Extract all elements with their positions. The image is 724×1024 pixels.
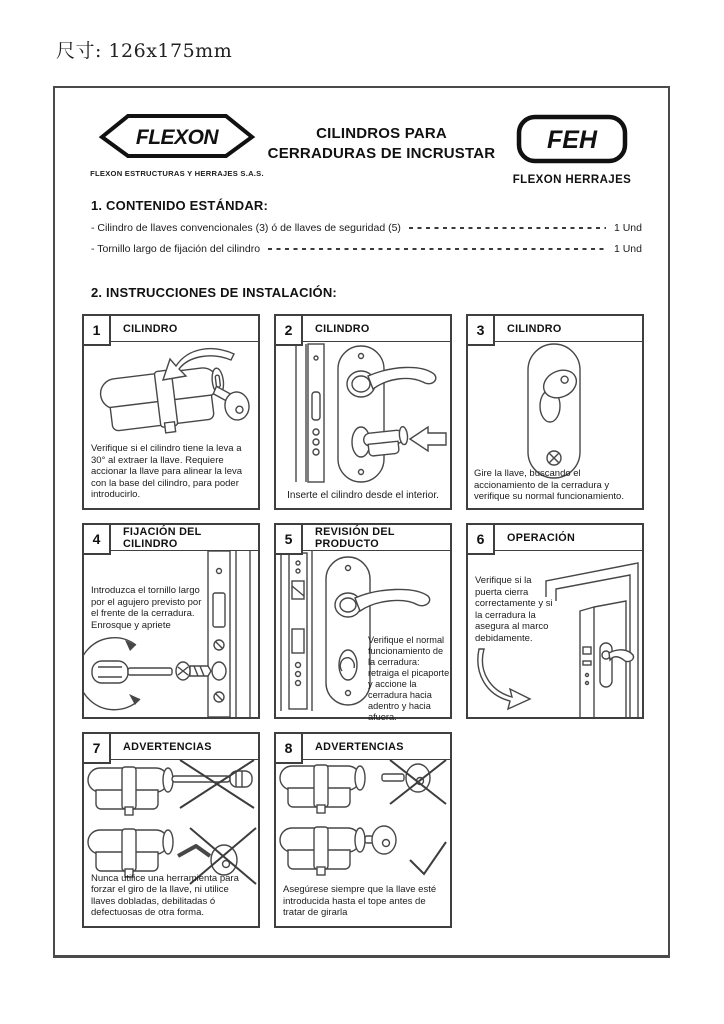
item-label: - Tornillo largo de fijación del cilindro (91, 243, 261, 255)
step-caption: Inserte el cilindro desde el interior. (287, 489, 439, 501)
instructions-heading: 2. INSTRUCCIONES DE INSTALACIÓN: (91, 285, 337, 300)
title-line-2: CERRADURAS DE INCRUSTAR (267, 145, 496, 163)
step-title: FIJACIÓN DEL CILINDRO (111, 525, 258, 551)
feh-logo-subtitle: FLEXON HERRAJES (512, 174, 632, 186)
step-number: 7 (84, 734, 111, 764)
step-panel-2 (274, 314, 452, 510)
item-quantity: 1 Und (613, 243, 642, 255)
panel-header (84, 734, 258, 760)
step-panel-3 (466, 314, 644, 510)
step-title: REVISIÓN DEL PRODUCTO (303, 525, 450, 551)
dotted-leader (409, 227, 606, 229)
feh-badge-icon (516, 114, 628, 164)
panel-header (276, 525, 450, 551)
installation-instructions-section (91, 285, 642, 300)
step-caption: Asegúrese siempre que la llave esté introducida hasta el tope antes de tratar de girarla (283, 884, 437, 919)
item-label: - Cilindro de llaves convencionales (3) ó de llaves de seguridad (5) (91, 222, 401, 234)
steps-grid (82, 314, 644, 928)
step-title: CILINDRO (495, 316, 642, 342)
step-number: 1 (84, 316, 111, 346)
panel-header (84, 525, 258, 551)
step-title: OPERACIÓN (495, 525, 642, 551)
fixing-screw-illustration (84, 551, 258, 717)
contents-item (91, 243, 642, 255)
step-title: CILINDRO (303, 316, 450, 342)
contents-item (91, 222, 642, 234)
step-panel-6 (466, 523, 644, 719)
step-caption: Gire la llave, buscando el accionamiento de la cerradura y verifique su normal funcionamiento. (474, 468, 624, 503)
flexon-logo-subtitle: FLEXON ESTRUCTURAS Y HERRAJES S.A.S. (90, 169, 264, 178)
step-panel-5 (274, 523, 452, 723)
step-panel-1 (82, 314, 260, 510)
flexon-badge-icon (98, 110, 256, 162)
step-title: ADVERTENCIAS (111, 734, 258, 760)
panel-header (468, 316, 642, 342)
step-panel-8 (274, 732, 452, 928)
cylinder-insertion-illustration (276, 342, 450, 508)
dotted-leader (268, 248, 606, 250)
step-caption: Verifique si la puerta cierra correctamente y si la cerradura la asegura al marco debidamente. (475, 575, 553, 644)
sheet-header (89, 110, 646, 186)
step-number: 2 (276, 316, 303, 346)
feh-logo (498, 110, 646, 186)
step-caption: Introduzca el tornillo largo por el agujero previsto por el frente de la cerradura. Enrosque y apriete (91, 585, 202, 631)
panel-header (468, 525, 642, 551)
item-quantity: 1 Und (613, 222, 642, 234)
step-caption: Nunca utilice una herramienta para forzar el giro de la llave, ni utilice llaves dobladas, debilitadas ó defectuosas de otra forma. (91, 872, 239, 919)
panel-header (84, 316, 258, 342)
step-number: 5 (276, 525, 303, 555)
flexon-logo-text: FLEXON (135, 126, 219, 149)
panel-header (276, 316, 450, 342)
feh-logo-text: FEH (546, 126, 597, 154)
step-number: 3 (468, 316, 495, 346)
step-number: 4 (84, 525, 111, 555)
title-line-1: CILINDROS PARA (316, 125, 447, 142)
document-title (268, 124, 496, 165)
flexon-logo (89, 110, 265, 178)
step-title: CILINDRO (111, 316, 258, 342)
standard-contents-section (91, 198, 642, 255)
datasheet-frame (53, 86, 670, 958)
step-caption: Verifique el normal funcionamiento de la cerradura: retraiga el picaporte y accione la cerradura hacia adentro y hacia afuera. (368, 635, 450, 723)
step-number: 8 (276, 734, 303, 764)
step-panel-7 (82, 732, 260, 928)
panel-header (276, 734, 450, 760)
dimension-annotation: 尺寸: 126x175mm (56, 40, 233, 62)
step-number: 6 (468, 525, 495, 555)
step-title: ADVERTENCIAS (303, 734, 450, 760)
step-panel-4 (82, 523, 260, 719)
contents-heading: 1. CONTENIDO ESTÁNDAR: (91, 198, 269, 213)
step-caption: Verifique si el cilindro tiene la leva a 30° al extraer la llave. Requiere accionar la llave para alinear la leva con la base del cilindro, para poder introducirlo. (91, 443, 243, 501)
